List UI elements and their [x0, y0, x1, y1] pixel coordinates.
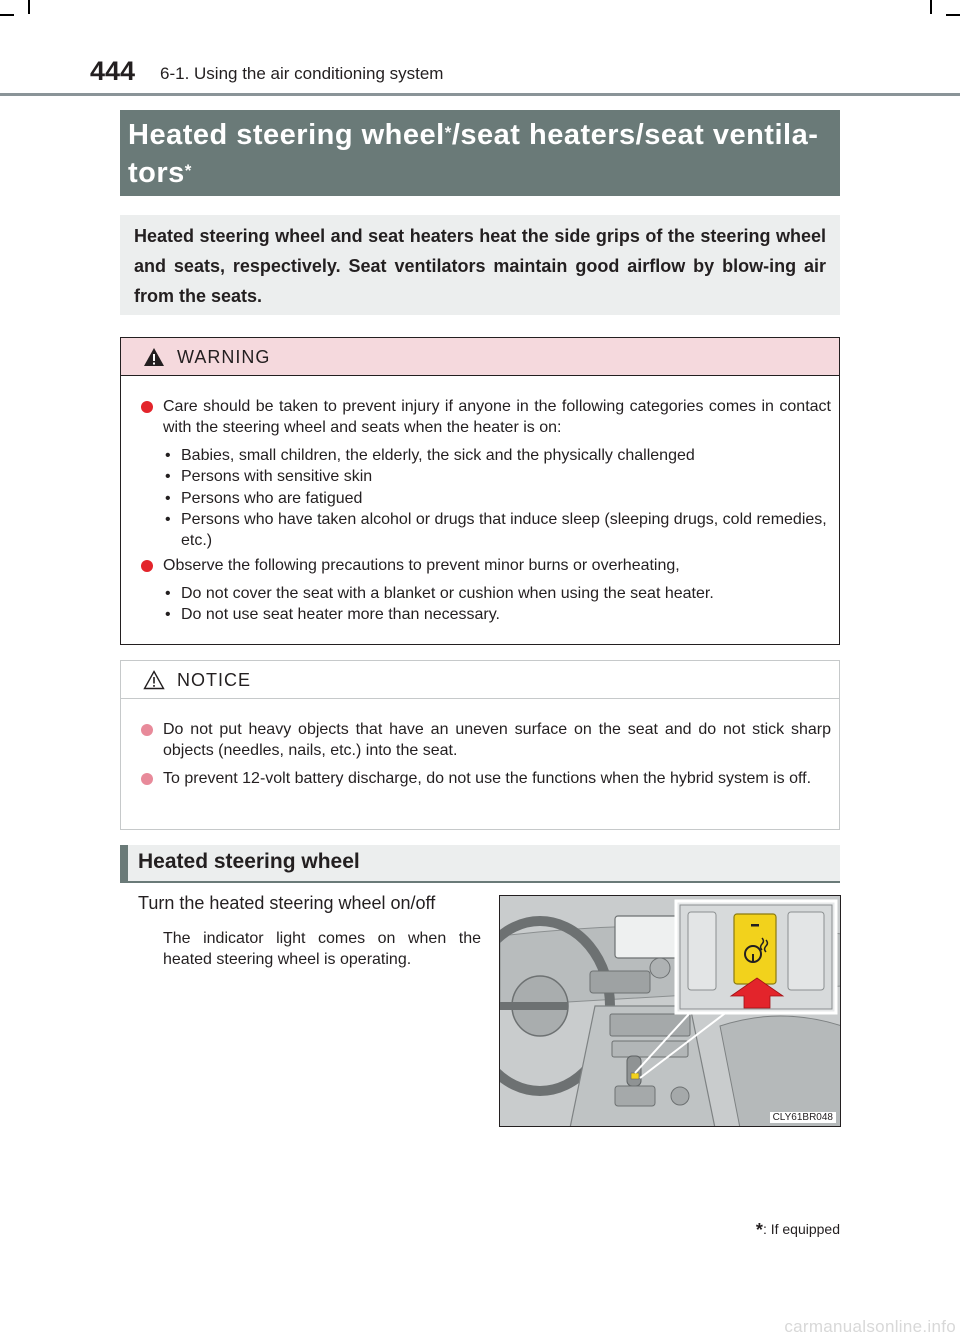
- watermark: carmanualsonline.info: [784, 1317, 956, 1336]
- subsection-title: Heated steering wheel: [138, 850, 360, 873]
- asterisk-mark: *: [755, 1220, 763, 1240]
- notice-item: Do not put heavy objects that have an uneven surface on the seat and do not stick sharp objects (needles, nails, etc.) into the seat.: [141, 719, 831, 761]
- footnote-text: : If equipped: [762, 1221, 840, 1237]
- dashboard-drawing: [500, 896, 841, 1127]
- step-instruction: Turn the heated steering wheel on/off: [138, 893, 436, 913]
- asterisk-mark: *: [444, 123, 452, 142]
- warning-triangle-icon: [143, 347, 165, 367]
- bullet-icon: [141, 401, 153, 413]
- warning-subitem: • Do not use seat heater more than necessary.: [165, 606, 500, 623]
- notice-label: NOTICE: [177, 670, 252, 690]
- intro-text: Heated steering wheel and seat heaters heat the side grips of the steering wheel and seats, respectively. Seat ventilators maintain good airflow by blow-ing air from the seats.: [134, 226, 826, 306]
- bullet-icon: [141, 724, 153, 736]
- warning-subitem: • Persons who have taken alcohol or drugs that induce sleep (sleeping drugs, cold remedies, etc.): [165, 511, 827, 549]
- dashboard-illustration: [499, 895, 841, 1127]
- asterisk-mark: *: [184, 161, 192, 180]
- notice-triangle-icon: [143, 670, 165, 690]
- crop-mark: [930, 0, 932, 14]
- warning-subitem: • Persons with sensitive skin: [165, 468, 373, 485]
- page-header: [0, 52, 960, 96]
- warning-item: Observe the following precautions to prevent minor burns or overheating,: [141, 555, 831, 576]
- notice-item: To prevent 12-volt battery discharge, do not use the functions when the hybrid system is off.: [141, 768, 831, 789]
- bullet-icon: [141, 560, 153, 572]
- page-number: 444: [90, 56, 136, 86]
- section-reference: 6-1. Using the air conditioning system: [160, 64, 444, 83]
- title-part-1: Heated steering wheel: [128, 119, 445, 151]
- footnote: [756, 1218, 840, 1239]
- crop-mark: [0, 14, 14, 16]
- title-part-3: tors: [128, 157, 185, 189]
- section-title: [128, 116, 832, 192]
- section-title-box: [120, 110, 840, 196]
- notice-box: [120, 660, 840, 830]
- intro-box: [120, 215, 840, 315]
- warning-subitem: • Persons who are fatigued: [165, 490, 363, 507]
- step-description: The indicator light comes on when the heated steering wheel is operating.: [163, 930, 481, 968]
- title-part-2: /seat heaters/seat ventila-: [451, 119, 819, 151]
- crop-mark: [946, 14, 960, 16]
- warning-box: [120, 337, 840, 645]
- warning-item: Care should be taken to prevent injury if anyone in the following categories comes in contact with the steering wheel and seats when the heater is on:: [141, 396, 831, 438]
- bullet-icon: [141, 773, 153, 785]
- warning-subitem: • Babies, small children, the elderly, the sick and the physically challenged: [165, 447, 695, 464]
- warning-label: WARNING: [177, 347, 271, 367]
- heading-bar: [120, 845, 128, 883]
- illustration-code: CLY61BR048: [770, 1112, 836, 1123]
- warning-header: [121, 338, 839, 376]
- notice-header: [121, 661, 839, 699]
- crop-mark: [28, 0, 30, 14]
- warning-subitem: • Do not cover the seat with a blanket or cushion when using the seat heater.: [165, 585, 714, 602]
- subsection-heading: [120, 845, 840, 883]
